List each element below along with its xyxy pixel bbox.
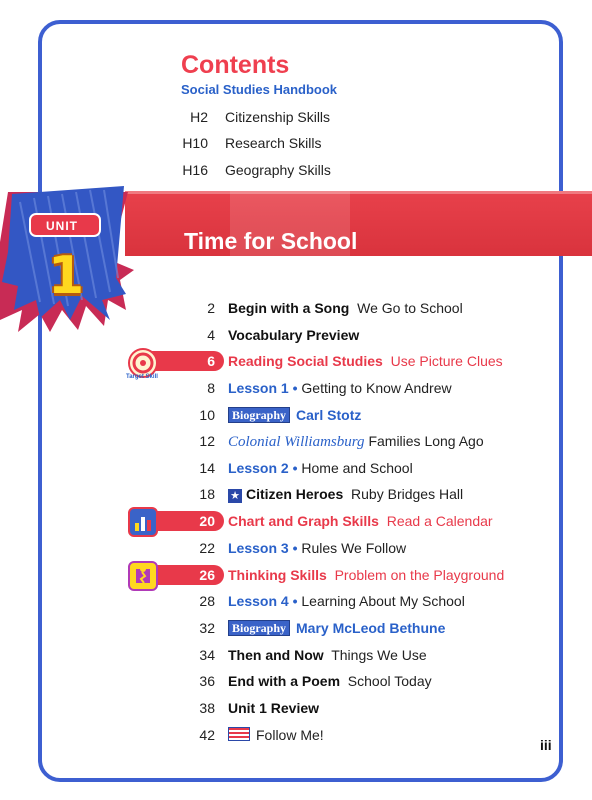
toc-row[interactable]	[150, 671, 550, 691]
page-ref: H16	[182, 162, 208, 178]
bullet: •	[292, 460, 298, 476]
page-ref: 10	[199, 407, 215, 423]
page-ref: 20	[199, 513, 215, 529]
toc-title: Vocabulary Preview	[228, 327, 360, 343]
toc-row[interactable]	[150, 698, 550, 718]
unit-word: UNIT	[46, 219, 78, 233]
page-ref: 12	[199, 433, 215, 449]
page-ref: 34	[199, 647, 215, 663]
toc-title: Citizen Heroes	[246, 486, 344, 502]
page-ref: 32	[199, 620, 215, 636]
page-ref: 42	[199, 727, 215, 743]
toc-row[interactable]	[150, 565, 550, 585]
page-ref: 36	[199, 673, 215, 689]
handbook-item-label: Geography Skills	[225, 162, 331, 178]
biography-tag: Biography	[228, 620, 290, 636]
toc-subtitle: Problem on the Playground	[334, 567, 505, 583]
handbook-item[interactable]	[150, 109, 410, 125]
toc-subtitle: Families Long Ago	[368, 433, 484, 449]
handbook-item-label: Research Skills	[225, 135, 322, 151]
toc-title: Follow Me!	[256, 727, 324, 743]
page-ref: 26	[199, 567, 215, 583]
page-ref: 4	[207, 327, 215, 343]
toc-subtitle: We Go to School	[357, 300, 463, 316]
toc-row[interactable]	[150, 458, 550, 478]
toc-title: Lesson 3	[228, 540, 289, 556]
handbook-item[interactable]	[150, 162, 410, 178]
toc-title: End with a Poem	[228, 673, 341, 689]
toc-subtitle: Learning About My School	[301, 593, 465, 609]
toc-subtitle: Ruby Bridges Hall	[351, 486, 464, 502]
toc-row[interactable]	[150, 325, 550, 345]
toc-title: Carl Stotz	[296, 407, 362, 423]
toc-row[interactable]	[150, 405, 550, 425]
toc-title: Reading Social Studies	[228, 353, 383, 369]
star-icon: ★	[228, 489, 242, 503]
page-number: iii	[540, 737, 552, 753]
toc-row[interactable]	[150, 298, 550, 318]
toc-title: Chart and Graph Skills	[228, 513, 379, 529]
toc-title: Unit 1 Review	[228, 700, 320, 716]
toc-title: Lesson 1	[228, 380, 289, 396]
page-ref: H10	[182, 135, 208, 151]
page-ref: 6	[207, 353, 215, 369]
page-ref: 14	[199, 460, 215, 476]
handbook-title: Social Studies Handbook	[181, 82, 338, 97]
toc-row[interactable]	[150, 351, 550, 371]
page-ref: 2	[207, 300, 215, 316]
contents-title: Contents	[181, 51, 290, 79]
page-ref: 18	[199, 486, 215, 502]
toc-row[interactable]	[150, 378, 550, 398]
toc-subtitle: Rules We Follow	[301, 540, 407, 556]
unit-number: 1	[48, 246, 85, 306]
toc-subtitle: Read a Calendar	[386, 513, 493, 529]
toc-row[interactable]	[150, 618, 550, 638]
toc-title: Mary McLeod Bethune	[296, 620, 446, 636]
handbook-item-label: Citizenship Skills	[225, 109, 331, 125]
unit-title: Time for School	[184, 228, 358, 254]
page-ref: 28	[199, 593, 215, 609]
toc-row[interactable]	[150, 511, 550, 531]
page-ref: 38	[199, 700, 215, 716]
bullet: •	[292, 593, 298, 609]
handbook-item[interactable]	[150, 135, 410, 151]
toc-row[interactable]	[150, 591, 550, 611]
toc-title: Colonial Williamsburg	[228, 434, 365, 450]
toc-title: Thinking Skills	[228, 567, 327, 583]
toc-title: Begin with a Song	[228, 300, 350, 316]
bullet: •	[292, 380, 298, 396]
bullet: •	[292, 540, 298, 556]
toc-row[interactable]	[150, 725, 550, 745]
toc-row[interactable]	[150, 431, 550, 451]
flag-icon	[228, 727, 250, 741]
page-ref: 22	[199, 540, 215, 556]
toc-subtitle: Use Picture Clues	[390, 353, 503, 369]
target-skill-label: Target Skill	[126, 374, 158, 380]
toc-title: Lesson 4	[228, 593, 289, 609]
toc-title: Then and Now	[228, 647, 324, 663]
toc-row[interactable]	[150, 484, 550, 504]
page-ref: H2	[190, 109, 208, 125]
biography-tag: Biography	[228, 407, 290, 423]
toc-row[interactable]	[150, 538, 550, 558]
toc-subtitle: Home and School	[301, 460, 413, 476]
page-ref: 8	[207, 380, 215, 396]
toc-title: Lesson 2	[228, 460, 289, 476]
toc-subtitle: Getting to Know Andrew	[301, 380, 452, 396]
toc-row[interactable]	[150, 645, 550, 665]
toc-subtitle: Things We Use	[331, 647, 427, 663]
toc-subtitle: School Today	[347, 673, 432, 689]
